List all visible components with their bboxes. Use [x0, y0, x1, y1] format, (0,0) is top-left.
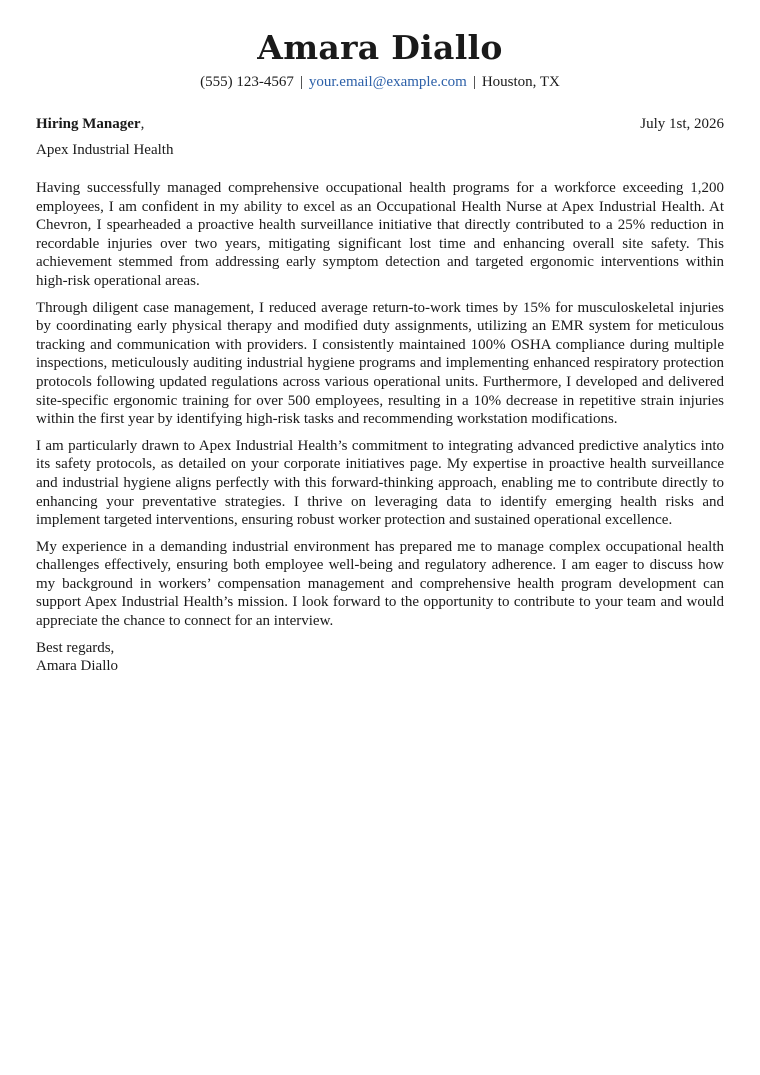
- contact-line: [36, 72, 724, 92]
- recipient-date-row: [36, 114, 724, 134]
- letter-closing: [36, 639, 724, 676]
- body-paragraph: My experience in a demanding industrial environment has prepared me to manage complex occupational health challenges effectively, ensuring both employee well-being and regulatory adherence. I am eager to discuss how my background in workers’ compensation management and comprehensive health program development can support Apex Industrial Health’s mission. I look forward to the opportunity to contribute to your team and would appreciate the chance to connect for an interview.: [36, 538, 724, 630]
- closing-signature: Amara Diallo: [36, 658, 119, 675]
- closing-salutation: Best regards,: [36, 639, 115, 656]
- applicant-name: Amara Diallo: [257, 28, 503, 67]
- contact-separator: |: [299, 74, 303, 90]
- body-paragraph: Having successfully managed comprehensive occupational health programs for a workforce exceeding 1,200 employees, I am confident in my ability to excel as an Occupational Health Nurse at Apex Industrial Health. At Chevron, I spearheaded a proactive health surveillance initiative that directly contributed to a 25% reduction in recordable injuries over two years, mitigating significant lost time and enhancing overall site safety. This achievement stemmed from addressing early symptom detection and targeted ergonomic interventions within high-risk operational areas.: [36, 180, 724, 289]
- location: Houston, TX: [481, 74, 560, 90]
- phone-number: (555) 123-4567: [200, 74, 294, 90]
- recipient-suffix: ,: [140, 116, 145, 132]
- letter-date: July 1st, 2026: [640, 116, 724, 132]
- email-link[interactable]: your.email@example.com: [308, 74, 467, 90]
- letter-body: [36, 179, 724, 631]
- company-name: Apex Industrial Health: [36, 142, 174, 158]
- body-paragraph: I am particularly drawn to Apex Industrial Health’s commitment to integrating advanced predictive analytics into its safety protocols, as detailed on your corporate initiatives page. My expertise in proactive health surveillance and industrial hygiene aligns perfectly with this forward-thinking approach, enabling me to contribute directly to enhancing your preventative strategies. I thrive on leveraging data to identify emerging health risks and implement targeted interventions, ensuring robust worker protection and sustained operational excellence.: [36, 437, 724, 529]
- body-paragraph: Through diligent case management, I reduced average return-to-work times by 15% for musculoskeletal injuries by coordinating early physical therapy and modified duty assignments, utilizing an EMR system for meticulous tracking and communication with providers. I consistently maintained 100% OSHA compliance during multiple inspections, meticulously auditing industrial hygiene programs and implementing enhanced respiratory protection protocols following updated regulations across various operational units. Furthermore, I developed and delivered site-specific ergonomic training for over 500 employees, resulting in a 10% decrease in repetitive strain injuries within the first year by identifying high-risk tasks and recommending workstation modifications.: [36, 299, 724, 428]
- recipient-name: Hiring Manager: [36, 116, 141, 132]
- recipient-line: [36, 114, 144, 134]
- contact-separator: |: [472, 74, 476, 90]
